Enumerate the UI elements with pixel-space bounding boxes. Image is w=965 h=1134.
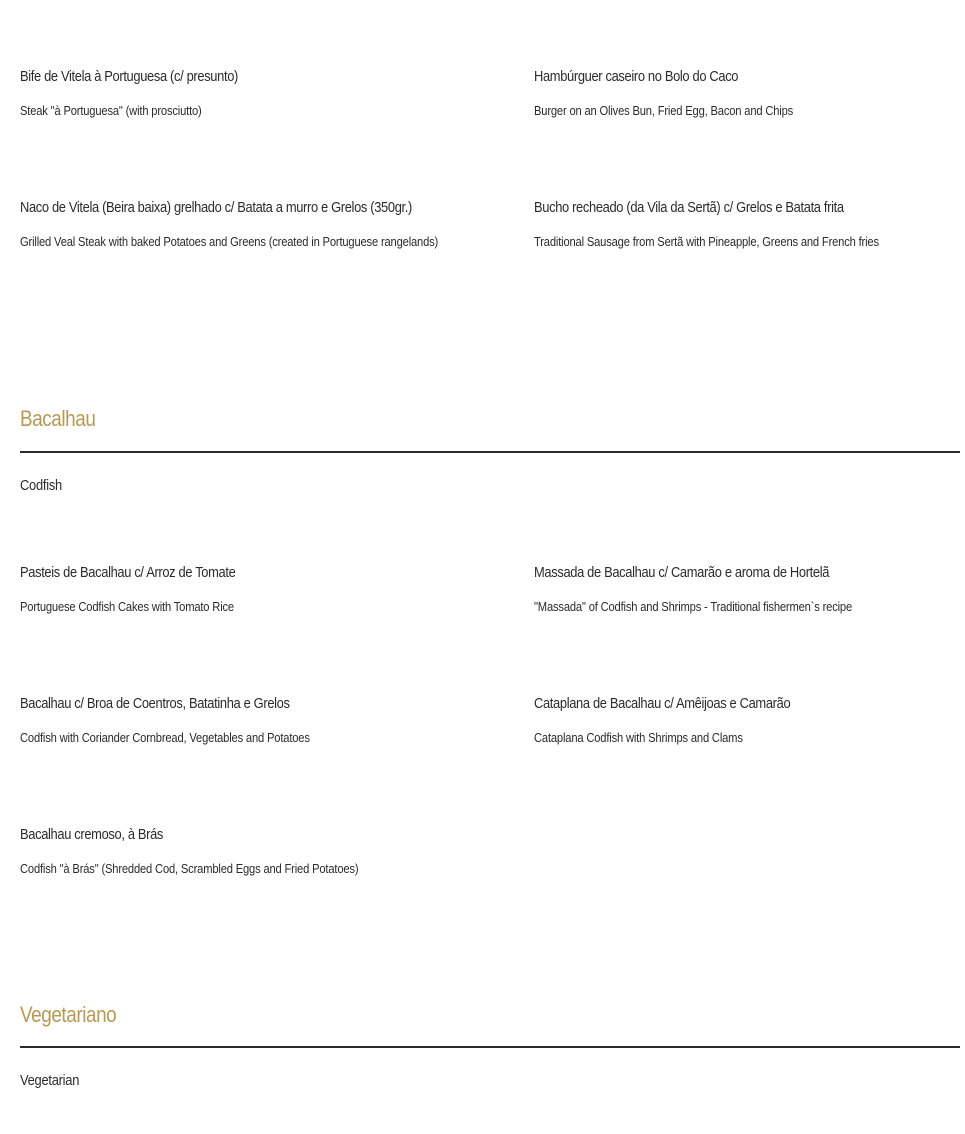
menu-item <box>20 559 450 619</box>
menu-item-title: Naco de Vitela (Beira baixa) grelhado c/ Batata a murro e Grelos (350gr.) <box>20 199 412 216</box>
menu-item-description: Traditional Sausage from Sertã with Pineapple, Greens and French fries <box>534 234 879 249</box>
menu-item <box>20 821 450 881</box>
menu-item <box>534 690 964 750</box>
section-divider <box>20 1046 960 1048</box>
menu-item-title: Massada de Bacalhau c/ Camarão e aroma de Hortelã <box>534 564 830 581</box>
menu-item-title: Pasteis de Bacalhau c/ Arroz de Tomate <box>20 564 236 581</box>
menu-item <box>20 194 450 254</box>
section-subtitle-vegetarian: Vegetarian <box>20 1072 80 1089</box>
menu-item <box>534 194 964 254</box>
menu-item-description: Grilled Veal Steak with baked Potatoes and Greens (created in Portuguese rangelands) <box>20 234 439 249</box>
menu-item-description: "Massada" of Codfish and Shrimps - Traditional fishermen`s recipe <box>534 599 853 614</box>
menu-item <box>20 63 450 123</box>
menu-item-title: Bacalhau cremoso, à Brás <box>20 826 164 843</box>
menu-item-title: Cataplana de Bacalhau c/ Amêijoas e Camarão <box>534 695 791 712</box>
menu-item-description: Cataplana Codfish with Shrimps and Clams <box>534 730 743 745</box>
menu-item <box>20 690 450 750</box>
section-subtitle-codfish: Codfish <box>20 477 62 494</box>
section-title-bacalhau: Bacalhau <box>20 406 96 431</box>
menu-item-title: Bife de Vitela à Portuguesa (c/ presunto) <box>20 68 238 85</box>
menu-item <box>534 63 964 123</box>
menu-item-description: Burger on an Olives Bun, Fried Egg, Bacon and Chips <box>534 103 794 118</box>
section-title-vegetariano: Vegetariano <box>20 1002 117 1027</box>
section-divider <box>20 451 960 453</box>
menu-item-title: Bucho recheado (da Vila da Sertã) c/ Grelos e Batata frita <box>534 199 844 216</box>
menu-item-description: Codfish "à Brás" (Shredded Cod, Scrambled Eggs and Fried Potatoes) <box>20 861 359 876</box>
menu-item <box>534 559 964 619</box>
menu-item-description: Codfish with Coriander Cornbread, Vegetables and Potatoes <box>20 730 310 745</box>
menu-item-title: Bacalhau c/ Broa de Coentros, Batatinha e Grelos <box>20 695 290 712</box>
menu-page <box>20 0 960 1134</box>
menu-item-title: Hambúrguer caseiro no Bolo do Caco <box>534 68 739 85</box>
menu-item-description: Portuguese Codfish Cakes with Tomato Rice <box>20 599 234 614</box>
menu-item-description: Steak "à Portuguesa" (with prosciutto) <box>20 103 202 118</box>
